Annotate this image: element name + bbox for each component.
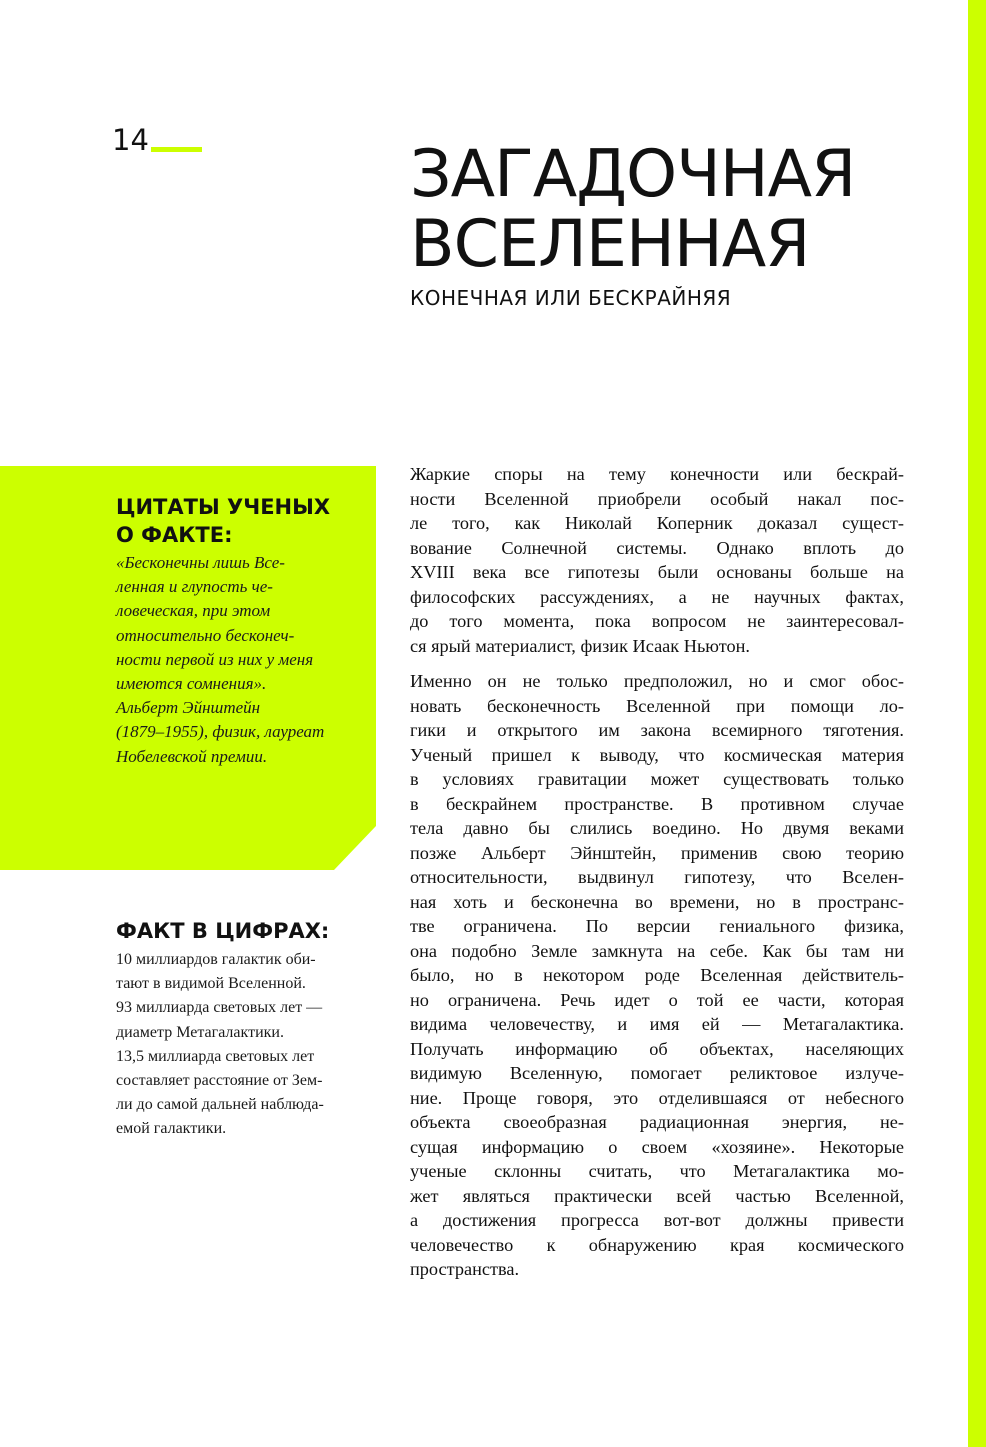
facts-text	[116, 948, 376, 1142]
title-line: ЗАГАДОЧНАЯ	[410, 137, 856, 212]
facts-line: составляет расстояние от Зем-	[116, 1072, 323, 1090]
article-line: видимую Вселенную, помогает реликтовое излуче-	[410, 1063, 904, 1083]
facts-line: диаметр Метагалактики.	[116, 1023, 284, 1041]
article-line: новать бесконечность Вселенной при помощи ло-	[410, 695, 904, 716]
article-line: в условиях гравитации может существовать только	[410, 769, 904, 789]
quote-line: «Бесконечны лишь Все-	[116, 553, 285, 572]
facts-line: ли до самой дальней наблюда-	[116, 1096, 324, 1114]
quotes-heading	[116, 493, 330, 549]
article-line: сущая информацию о своем «хозяине». Некоторые	[410, 1136, 904, 1157]
article-paragraph	[410, 462, 904, 658]
article-line: Жаркие споры на тему конечности или бескрай-	[410, 464, 904, 484]
quote-line: Альберт Эйнштейн	[116, 698, 261, 718]
article-paragraph	[410, 669, 904, 1282]
article-line: в бескрайнем пространстве. В противном случае	[410, 793, 904, 814]
article-line: гики и открытого им закона всемирного тяготения.	[410, 720, 904, 740]
article-line: относительности, выдвинул гипотезу, что Вселен-	[410, 867, 904, 887]
article-line: тела давно бы слились воедино. Но двумя веками	[410, 818, 904, 838]
facts-line: емой галактики.	[116, 1120, 227, 1138]
page-number-rule	[151, 147, 202, 152]
article-line: было, но в некотором роде Вселенная действитель-	[410, 965, 904, 985]
article-line: а достижения прогресса вот-вот должны привести	[410, 1210, 904, 1230]
article-line: она подобно Земле замкнута на себе. Как бы там ни	[410, 940, 904, 961]
page-number: 14	[112, 123, 149, 157]
article-line: объекта своеобразная радиационная энергия, не-	[410, 1112, 904, 1132]
quote-line: ловеческая, при этом	[116, 601, 271, 621]
quote-text	[116, 551, 366, 769]
article-line: до того момента, пока вопросом не заинтересовал-	[410, 611, 904, 631]
page-subtitle: КОНЕЧНАЯ ИЛИ БЕСКРАЙНЯЯ	[410, 286, 732, 310]
accent-edge-stripe	[968, 0, 986, 1447]
article-line: Именно он не только предположил, но и смог обос-	[410, 671, 904, 691]
article-line: позже Альберт Эйнштейн, применив свою теорию	[410, 842, 904, 863]
facts-line: 93 миллиарда световых лет —	[116, 999, 323, 1017]
facts-line: 10 миллиардов галактик оби-	[116, 951, 316, 968]
article-line: ле того, как Николай Коперник доказал сущест-	[410, 513, 904, 533]
article-line: тве ограничена. По версии гениального физика,	[410, 916, 904, 936]
quote-line: относительно бесконеч-	[116, 625, 295, 645]
quote-line: имеются сомнения».	[116, 674, 267, 694]
article-line: жет являться практически всей частью Вселенной,	[410, 1185, 904, 1206]
quote-line: ности первой из них у меня	[116, 649, 314, 669]
article-line: вование Солнечной системы. Однако вплоть до	[410, 537, 904, 558]
title-line: ВСЕЛЕННАЯ	[410, 207, 810, 282]
article-line: ся ярый материалист, физик Исаак Ньютон.	[410, 635, 750, 656]
main-article-text	[410, 462, 904, 1293]
article-line: ная хоть и бесконечна во времени, но в пространс-	[410, 891, 904, 912]
article-line: пространства.	[410, 1259, 520, 1279]
article-line: но ограничена. Речь идет о той ее части, которая	[410, 989, 904, 1010]
quote-line: (1879–1955), физик, лауреат	[116, 722, 325, 742]
article-line: Ученый пришел к выводу, что космическая материя	[410, 744, 904, 765]
facts-heading	[116, 917, 329, 945]
quote-line: ленная и глупость че-	[116, 577, 273, 597]
page-title	[410, 137, 970, 282]
article-line: человечество к обнаружению края космического	[410, 1234, 904, 1255]
facts-line: тают в видимой Вселенной.	[116, 975, 306, 993]
facts-line: 13,5 миллиарда световых лет	[116, 1047, 315, 1065]
quote-line: Нобелевской премии.	[116, 746, 268, 766]
article-line: ности Вселенной приобрели особый накал пос-	[410, 488, 904, 509]
quotes-heading-line: ЦИТАТЫ УЧЕНЫХ	[116, 495, 331, 519]
article-line: видима человечеству, и имя ей — Метагалактика.	[410, 1014, 904, 1034]
quotes-heading-line: О ФАКТЕ:	[116, 523, 233, 547]
article-line: XVIII века все гипотезы были основаны больше на	[410, 562, 904, 582]
facts-heading-line: ФАКТ В ЦИФРАХ:	[116, 919, 330, 943]
article-line: ученые склонны считать, что Метагалактика мо-	[410, 1161, 904, 1181]
article-line: ние. Проще говоря, это отделившаяся от небесного	[410, 1087, 904, 1108]
article-line: Получать информацию об объектах, населяющих	[410, 1038, 904, 1059]
article-line: философских рассуждениях, а не научных фактах,	[410, 586, 904, 607]
